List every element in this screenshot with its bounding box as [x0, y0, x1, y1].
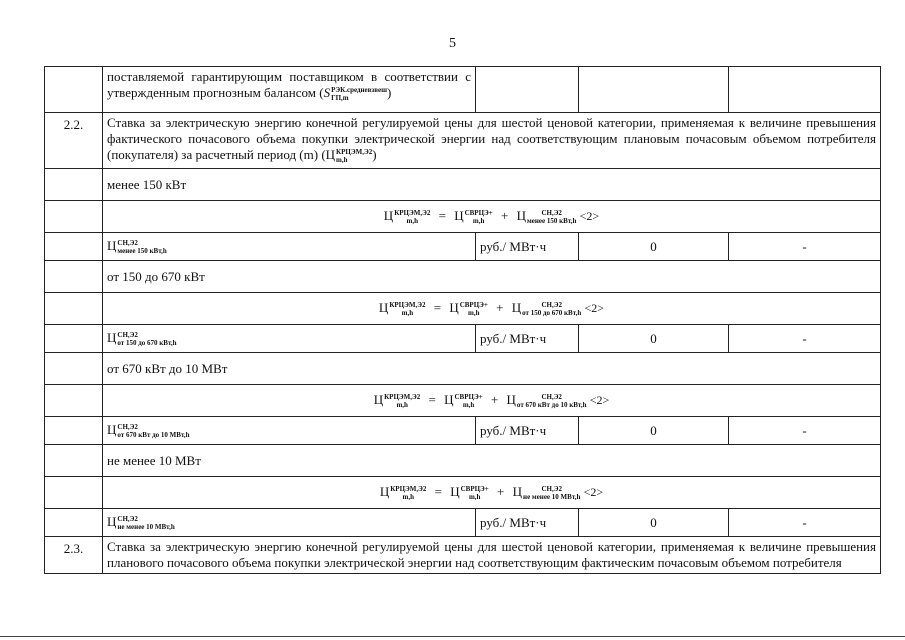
group-label-row	[45, 169, 881, 201]
title-symbol: Ц КРЦЭМ,Э2 m,h	[325, 147, 373, 165]
unit-cell: руб./ МВт·ч	[476, 509, 579, 537]
extra-cell: -	[729, 325, 881, 353]
group-label: от 670 кВт до 10 МВт	[103, 353, 881, 385]
group-formula-row	[45, 385, 881, 417]
group-formula-row	[45, 201, 881, 233]
group-formula: Ц КРЦЭМ,Э2 m,h = Ц СВРЦЭ+ m,h + Ц СН,Э2 менее 150 кВт,h <2>	[103, 201, 881, 233]
group-value-row	[45, 417, 881, 445]
section-number: 2.2.	[45, 113, 103, 169]
unit-cell: руб./ МВт·ч	[476, 417, 579, 445]
group-formula: Ц КРЦЭМ,Э2 m,h = Ц СВРЦЭ+ m,h + Ц СН,Э2 от 670 кВт до 10 кВт,h <2>	[103, 385, 881, 417]
tariff-groups	[45, 169, 881, 537]
group-value-row	[45, 509, 881, 537]
group-symbol: Ц СН,Э2 менее 150 кВт,h	[103, 233, 476, 261]
group-formula-row	[45, 293, 881, 325]
group-value-row	[45, 233, 881, 261]
group-symbol: Ц СН,Э2 не менее 10 МВт,h	[103, 509, 476, 537]
group-symbol: Ц СН,Э2 от 670 кВт до 10 МВт,h	[103, 417, 476, 445]
group-symbol: Ц СН,Э2 от 150 до 670 кВт,h	[103, 325, 476, 353]
unit-cell: руб./ МВт·ч	[476, 233, 579, 261]
extra-cell: -	[729, 509, 881, 537]
page-edge-line	[0, 636, 905, 637]
section-title: Ставка за электрическую энергию конечной регулируемой цены для шестой ценовой категории, применяемая к величине превышения фактического почасового объема покупки электрической энергии над соответствующим плановым почасовым объемом потребителя (покупателя) за расчетный период (m) (Ц КРЦЭМ,Э2 m,h )	[103, 113, 881, 169]
section-title: Ставка за электрическую энергию конечной регулируемой цены для шестой ценовой категории, применяемая к величине превышения планового почасового объема покупки электрической энергии над соответствующим фактическим почасовым объемом потребителя	[103, 537, 881, 574]
group-formula-row	[45, 477, 881, 509]
group-label-row	[45, 445, 881, 477]
continued-row-text: поставляемой гарантирующим поставщиком в соответствии с утвержденным прогнозным балансом (S РЭК.средневзвеш ГП,m )	[103, 67, 476, 113]
page-number: 5	[449, 36, 456, 51]
section-number: 2.3.	[45, 537, 103, 574]
group-formula: Ц КРЦЭМ,Э2 m,h = Ц СВРЦЭ+ m,h + Ц СН,Э2 не менее 10 МВт,h <2>	[103, 477, 881, 509]
value-cell: 0	[579, 233, 729, 261]
unit-cell: руб./ МВт·ч	[476, 325, 579, 353]
group-label-row	[45, 353, 881, 385]
value-cell: 0	[579, 509, 729, 537]
group-formula: Ц КРЦЭМ,Э2 m,h = Ц СВРЦЭ+ m,h + Ц СН,Э2 от 150 до 670 кВт,h <2>	[103, 293, 881, 325]
group-label: не менее 10 МВт	[103, 445, 881, 477]
group-label-row	[45, 261, 881, 293]
tariff-table	[44, 66, 881, 574]
value-cell: 0	[579, 325, 729, 353]
value-cell: 0	[579, 417, 729, 445]
group-value-row	[45, 325, 881, 353]
continued-row	[45, 67, 881, 113]
group-label: от 150 до 670 кВт	[103, 261, 881, 293]
section-2-2-header	[45, 113, 881, 169]
group-label: менее 150 кВт	[103, 169, 881, 201]
section-2-3-header	[45, 537, 881, 574]
extra-cell: -	[729, 417, 881, 445]
extra-cell: -	[729, 233, 881, 261]
